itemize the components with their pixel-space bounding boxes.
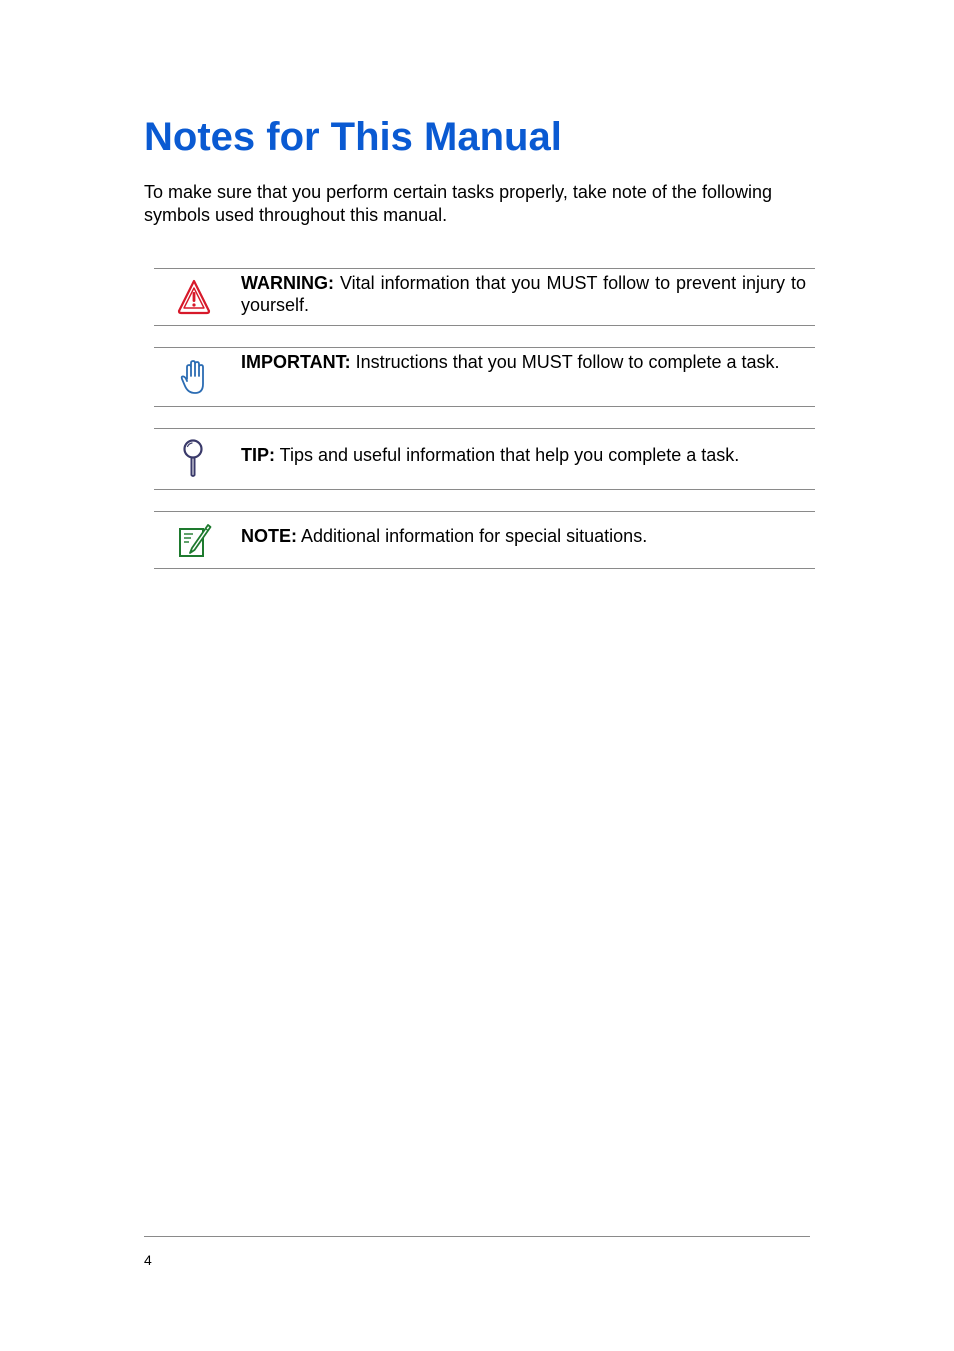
notice-important — [154, 347, 815, 407]
notice-body: Tips and useful information that help you complete a task. — [275, 445, 740, 465]
notice-label: TIP: — [241, 445, 275, 465]
notice-body: Vital information that you MUST follow to prevent injury to yourself. — [241, 273, 806, 315]
notice-label: NOTE: — [241, 526, 297, 546]
notice-important-text — [241, 351, 806, 373]
notice-tip — [154, 428, 815, 490]
notice-body: Additional information for special situations. — [297, 526, 648, 546]
notice-note-text — [241, 525, 806, 547]
notice-label: IMPORTANT: — [241, 352, 351, 372]
notice-body: Instructions that you MUST follow to complete a task. — [350, 352, 780, 372]
warning-triangle-icon — [176, 277, 212, 317]
page-number: 4 — [144, 1252, 152, 1268]
note-pencil-icon — [176, 522, 212, 562]
notice-tip-text — [241, 444, 806, 466]
intro-paragraph: To make sure that you perform certain tasks properly, take note of the following symbols used throughout this manual. — [144, 182, 772, 225]
notice-warning — [154, 268, 815, 326]
notice-warning-text — [241, 272, 806, 316]
magnifier-icon — [176, 438, 212, 478]
footer-divider — [144, 1236, 810, 1237]
notice-note — [154, 511, 815, 569]
page-title: Notes for This Manual — [144, 115, 562, 159]
raised-hand-icon — [176, 357, 212, 397]
notice-label: WARNING: — [241, 273, 334, 293]
